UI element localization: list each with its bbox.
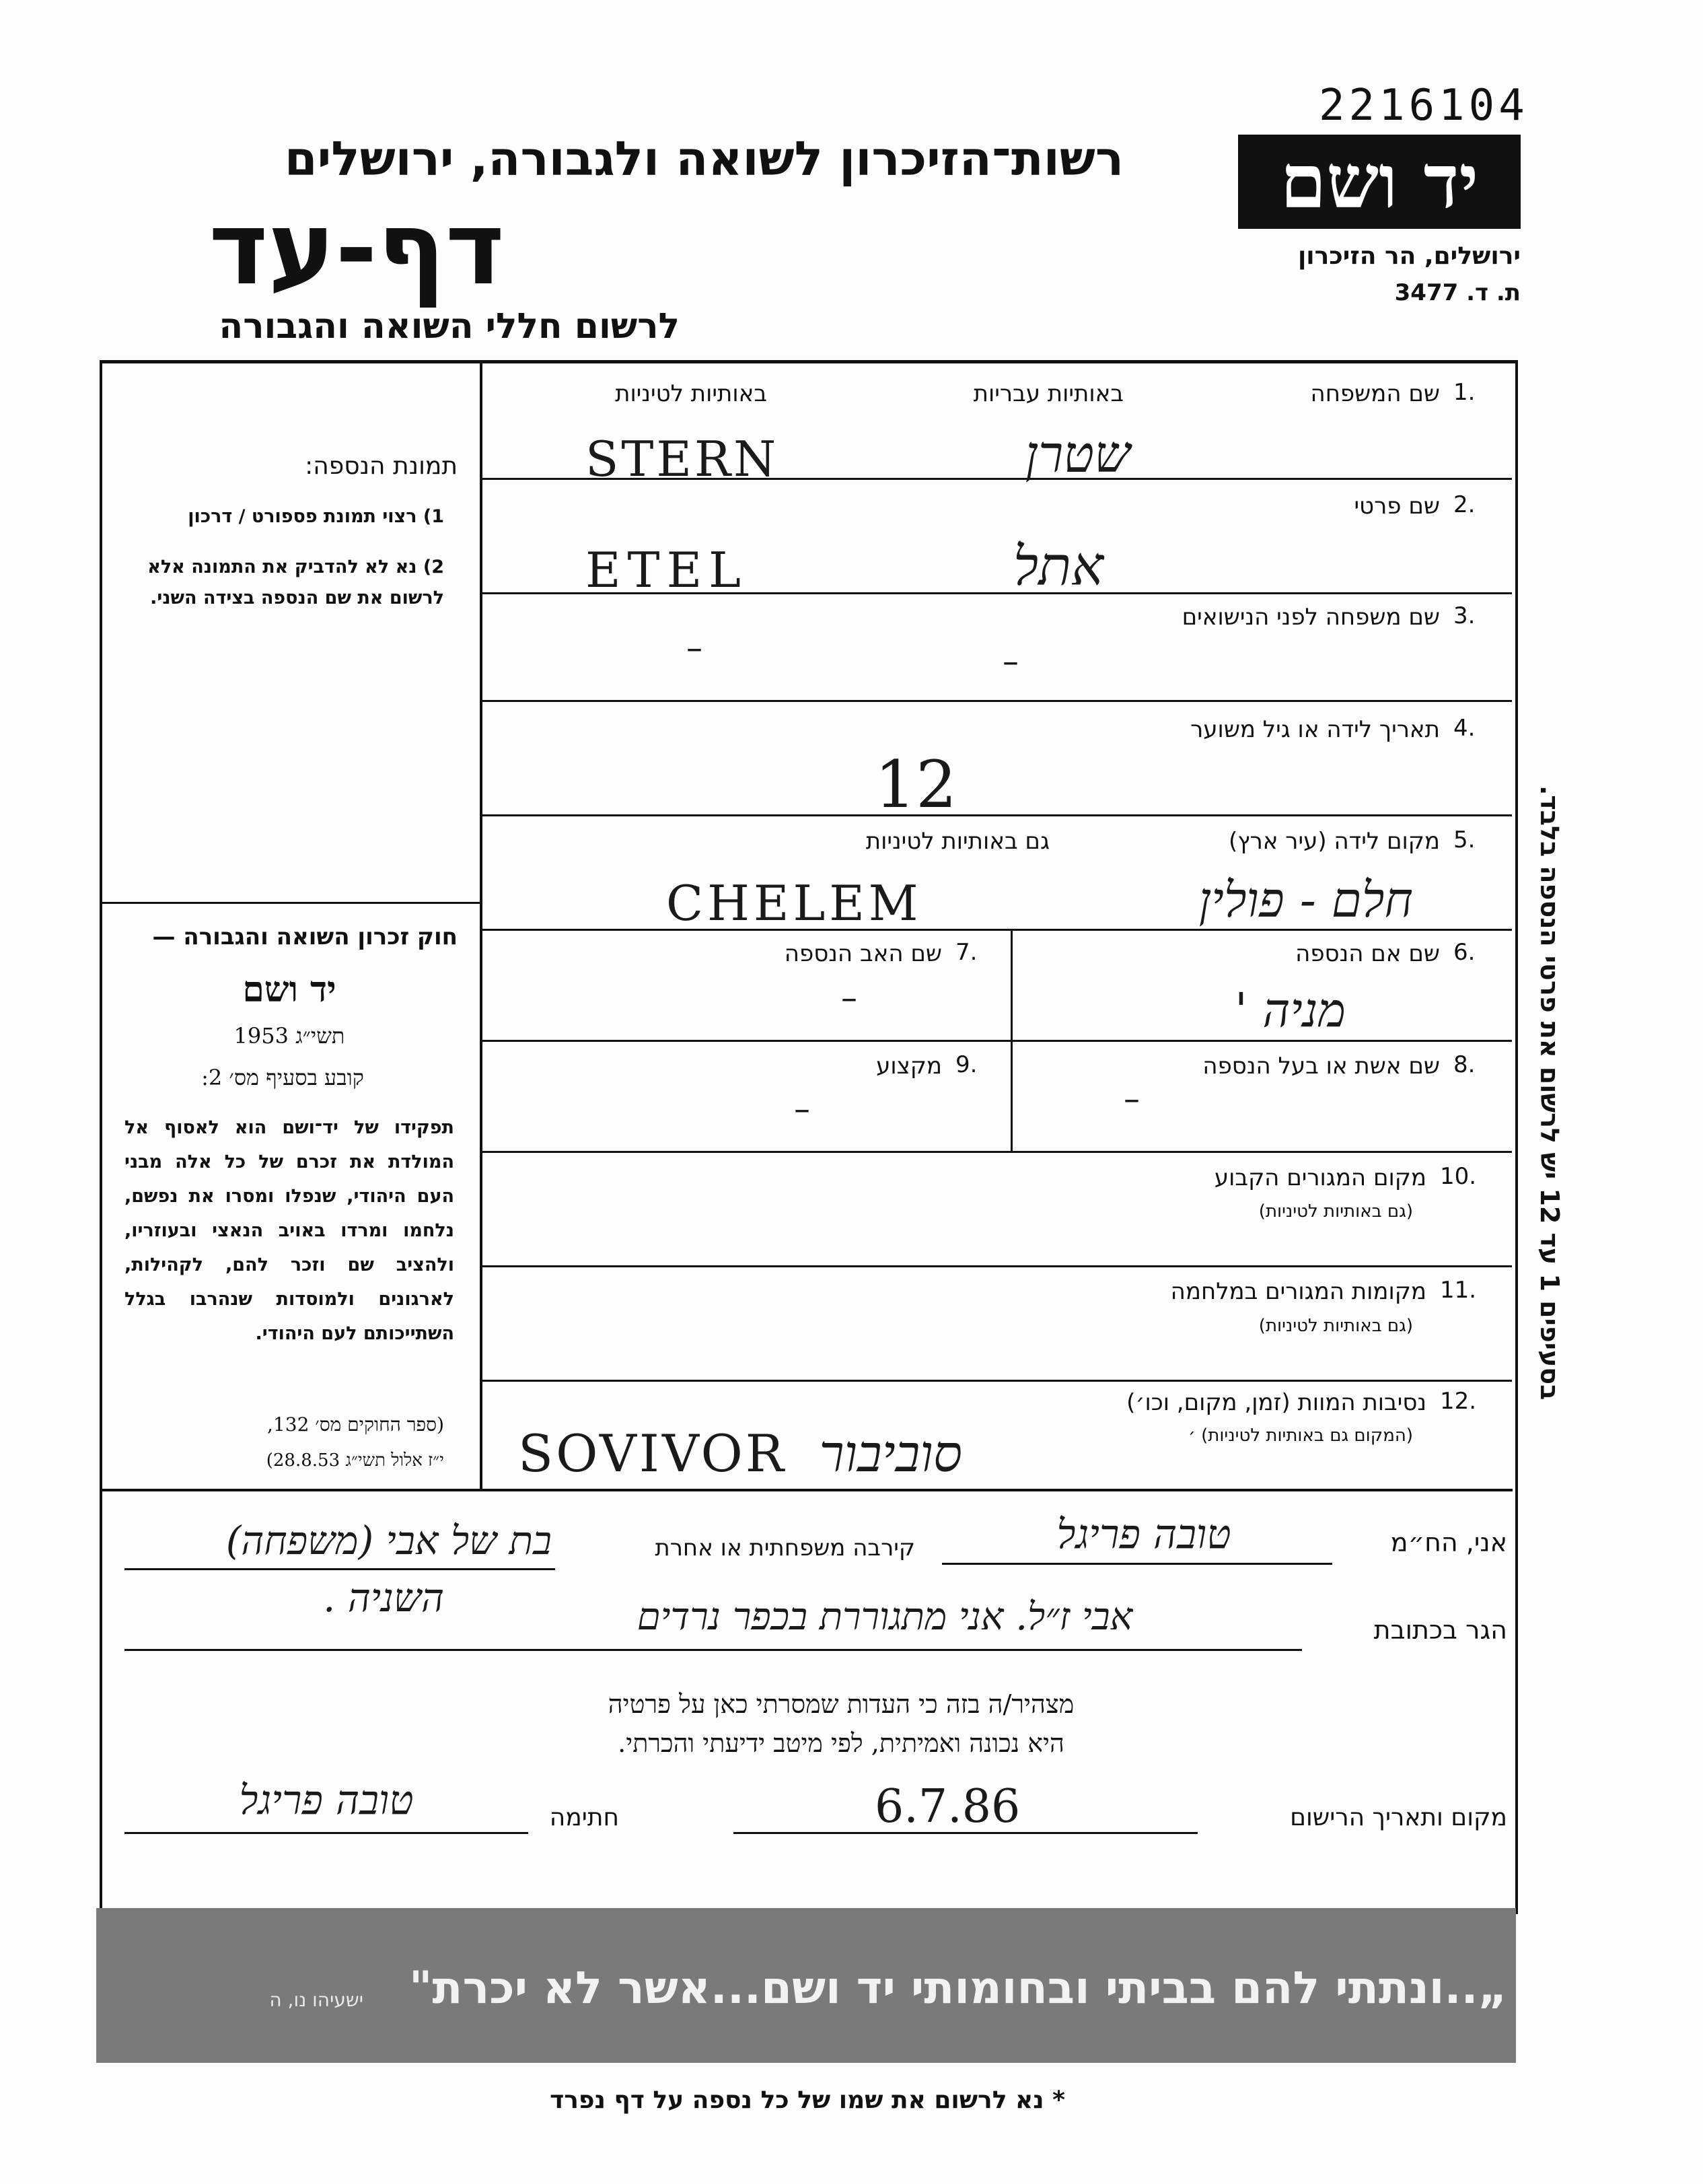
field-12-note: (המקום גם באותיות לטיניות) ׳: [1188, 1425, 1413, 1446]
place-date-value: 6.7.86: [875, 1780, 1021, 1833]
row-separator: [482, 814, 1512, 816]
relation-label: קירבה משפחתית או אחרת: [655, 1535, 915, 1561]
field-7-value: –: [841, 979, 857, 1017]
field-8-number: 8.: [1453, 1051, 1476, 1078]
field-12-number: 12.: [1440, 1388, 1477, 1415]
field-12-latin-value: SOVIVOR: [518, 1423, 787, 1483]
statement-line2: היא נכונה ואמיתית, לפי מיטב ידיעתי והכרתי.: [618, 1728, 1064, 1758]
field-3-number: 3.: [1453, 602, 1476, 629]
photo-box-item1: 1) רצוי תמונת פספורט / דרכון: [188, 506, 444, 527]
banner-quote: „..ונתתי להם בביתי ובחומותי יד ושם...אשר לא יכרת": [409, 1962, 1507, 2014]
field-5-latin-value: CHELEM: [666, 875, 922, 931]
field-10-number: 10.: [1440, 1163, 1477, 1190]
relation-continued: השניה .: [323, 1575, 444, 1621]
field-5-latin-note: גם באותיות לטיניות: [865, 828, 1050, 855]
law-year: תשי״ג 1953: [233, 1023, 345, 1049]
form-title: דף-עד: [209, 190, 505, 308]
law-name: יד ושם: [242, 969, 336, 1010]
signature-line: [124, 1832, 528, 1834]
statement-line1: מצהיר/ה בזה כי העדות שמסרתי כאן על פרטיה: [608, 1689, 1075, 1719]
law-body: תפקידו של יד־ושם הוא לאסוף אל המולדת את זכרם של כל אלה מבני העם היהודי, שנפלו ומסרו את נפשם, נלחמו ומרדו באויב הנאצי ובעוזריו, ולהציב שם וזכר להם, לקהילות, לארגונים ולמוסדות שנהרבו בגלל השתייכותם לעם היהודי.: [124, 1117, 454, 1344]
sidebar-divider: [480, 360, 482, 1491]
field-11-note: (גם באותיות לטיניות): [1258, 1316, 1413, 1336]
relation-line: [124, 1568, 555, 1570]
field-4-label: תאריך לידה או גיל משוער: [1190, 716, 1440, 743]
field-5-hebrew-value: חלם - פולין: [1198, 872, 1413, 928]
form-subtitle: לרשום חללי השואה והגבורה: [219, 306, 680, 347]
banner-source: ישעיהו נו, ה: [269, 1989, 363, 2011]
field-6-number: 6.: [1453, 939, 1476, 966]
column-hebrew: באותיות עבריות: [973, 380, 1124, 407]
law-clause: קובע בסעיף מס׳ 2:: [201, 1065, 364, 1090]
yad-vashem-logo: יד ושם: [1238, 135, 1521, 229]
address-line: [124, 1649, 1302, 1651]
row-divider: [1011, 929, 1013, 1151]
field-12-hebrew-value: סוביבור: [819, 1423, 962, 1483]
authority-title: רשות־הזיכרון לשואה ולגבורה, ירושלים: [284, 131, 1124, 186]
field-2-hebrew-value: אתל: [1013, 535, 1103, 598]
field-9-number: 9.: [955, 1051, 978, 1078]
field-7-number: 7.: [955, 939, 978, 966]
field-6-label: שם אם הנספה: [1295, 940, 1440, 967]
field-6-value: מניה ': [1234, 983, 1346, 1038]
field-1-hebrew-value: שטרן: [1025, 424, 1130, 484]
field-11-label: מקומות המגורים במלחמה: [1170, 1278, 1426, 1305]
field-3-hebrew-value: –: [1003, 643, 1019, 680]
column-latin: באותיות לטיניות: [615, 380, 767, 407]
field-7-label: שם האב הנספה: [784, 940, 942, 967]
side-note: בסעיפים 1 עד 12 יש לרשום את פרטי הנספה בלבד.: [1535, 785, 1564, 1400]
field-1-label: שם המשפחה: [1310, 380, 1440, 407]
field-10-label: מקום המגורים הקבוע: [1214, 1164, 1426, 1191]
field-5-number: 5.: [1453, 826, 1476, 853]
address-label: הגר בכתובת: [1373, 1615, 1507, 1645]
signature-value: טובה פריגל: [239, 1777, 414, 1824]
photo-box-item2: 2) נא לא להדביק את התמונה אלא לרשום את שם הנספה בצידה השני.: [147, 557, 444, 608]
field-3-label: שם משפחה לפני הנישואים: [1182, 604, 1440, 631]
field-10-note: (גם באותיות לטיניות): [1258, 1201, 1413, 1222]
field-12-label: נסיבות המוות (זמן, מקום, וכו׳): [1126, 1389, 1426, 1416]
row-separator: [482, 1380, 1512, 1382]
law-heading: חוק זכרון השואה והגבורה —: [152, 923, 458, 950]
row-separator: [482, 929, 1512, 931]
photo-box-title: תמונת הנספה:: [305, 452, 458, 480]
logo-address-line1: ירושלים, הר הזיכרון: [1297, 242, 1521, 270]
field-2-latin-value: ETEL: [585, 542, 748, 598]
row-separator: [482, 1040, 1512, 1042]
field-1-number: 1.: [1453, 379, 1476, 406]
row-separator: [482, 1151, 1512, 1153]
law-date: י״ז אלול תשי״ג 28.8.53): [266, 1450, 444, 1471]
row-separator: [482, 700, 1512, 702]
field-4-number: 4.: [1453, 715, 1476, 742]
law-source: (ספר החוקים מס׳ 132,: [267, 1413, 444, 1436]
document-number: 2216104: [1319, 81, 1529, 131]
logo-address-line2: ת. ד. 3477: [1394, 279, 1521, 306]
relation-value: בת של אבי (משפחה): [225, 1518, 552, 1563]
field-11-number: 11.: [1440, 1277, 1477, 1304]
row-separator: [100, 1489, 1513, 1491]
field-5-label: מקום לידה (עיר ארץ): [1228, 828, 1440, 855]
declarant-value: טובה פריגל: [1056, 1511, 1231, 1558]
row-separator: [482, 1265, 1512, 1267]
field-4-value: 12: [875, 747, 957, 822]
field-9-value: –: [794, 1090, 810, 1128]
field-2-number: 2.: [1453, 491, 1476, 518]
place-date-label: מקום ותאריך הרישום: [1290, 1804, 1507, 1831]
field-1-latin-value: STERN: [585, 431, 779, 487]
signature-label: חתימה: [549, 1804, 619, 1831]
declarant-line: [942, 1563, 1332, 1565]
declarant-label: אני, הח״מ: [1390, 1528, 1507, 1557]
field-8-value: –: [1124, 1080, 1140, 1118]
field-2-label: שם פרטי: [1354, 493, 1440, 520]
address-value: אבי ז״ל. אני מתגוררת בכפר נרדים: [637, 1595, 1133, 1639]
field-8-label: שם אשת או בעל הנספה: [1202, 1053, 1440, 1080]
sidebar-separator: [100, 902, 482, 904]
field-9-label: מקצוע: [876, 1053, 942, 1080]
field-3-latin-value: –: [686, 629, 702, 667]
footer-note: * נא לרשום את שמו של כל נספה על דף נפרד: [550, 2086, 1065, 2114]
